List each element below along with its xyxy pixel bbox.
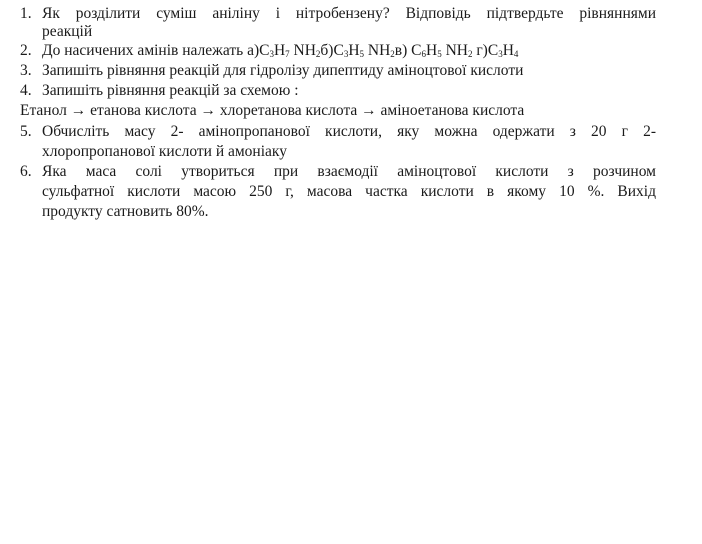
question-lead: До насичених амінів належать <box>42 42 244 59</box>
formula-option-d: $г)C_3H_4$ <box>472 42 519 59</box>
question-text: Як розділити суміш аніліну і нітробензену? Відповідь підтвердьте рівняннями <box>42 5 656 22</box>
question-text: Обчисліть масу 2- амінопропанової кислоти, яку можна одержати з 20 г 2- <box>42 123 656 140</box>
question-text: реакцій <box>42 23 93 40</box>
formula-option-a: $а)C_3H_7$ $NH_2$ <box>247 42 321 59</box>
question-number: 5. <box>20 123 32 140</box>
question-text: сульфатної кислоти масою 250 г, масова частка кислоти в якому 10 %. Вихід <box>42 183 656 200</box>
formula-option-c: в) $C_6H_5$ $NH_2$ <box>394 42 473 59</box>
question-number: 1. <box>20 5 32 22</box>
formula-option-b: $б)C_3H_5$ $NH_2$ <box>320 42 395 59</box>
question-text: Запишіть рівняння реакцій за схемою : <box>42 82 299 99</box>
question-text: хлоропропанової кислоти й амоніаку <box>42 143 287 160</box>
question-text: продукту сатновить 80%. <box>42 203 209 220</box>
question-number: 4. <box>20 82 32 99</box>
question-text: Яка маса солі утвориться при взаємодії аміноцтової кислоти з розчином <box>42 163 656 180</box>
question-number: 3. <box>20 62 32 79</box>
question-text: Запишіть рівняння реакцій для гідролізу дипептиду аміноцтової кислоти <box>42 62 524 79</box>
scheme-text: Етанол → етанова кислота → хлоретанова кислота → аміноетанова кислота <box>20 102 525 119</box>
question-text <box>42 40 518 61</box>
question-number: 6. <box>20 163 32 180</box>
question-number: 2. <box>20 42 32 59</box>
